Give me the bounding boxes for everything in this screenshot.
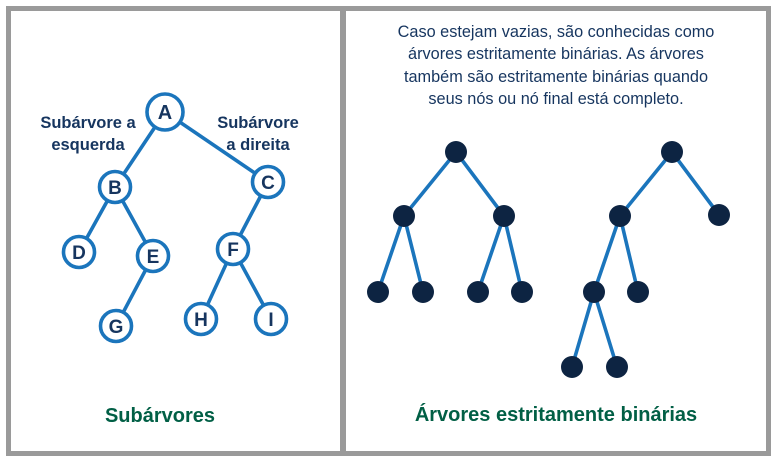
edge bbox=[620, 216, 638, 292]
left-subtree-label-line1: Subárvore a bbox=[40, 114, 136, 132]
tree-node-g bbox=[101, 311, 132, 342]
tree-node-a bbox=[147, 94, 183, 130]
tree-node bbox=[661, 141, 683, 163]
node-label: E bbox=[146, 246, 160, 268]
tree-node-i bbox=[256, 304, 287, 335]
strict-tree-2 bbox=[561, 141, 730, 378]
right-subtree-label bbox=[206, 112, 310, 156]
description-line-2: árvores estritamente binárias. As árvores bbox=[408, 45, 704, 64]
left-subtree-label bbox=[30, 112, 146, 156]
edge bbox=[456, 152, 504, 216]
edge bbox=[672, 152, 719, 215]
tree-node bbox=[708, 204, 730, 226]
tree-node bbox=[393, 205, 415, 227]
tree-node-h bbox=[186, 304, 217, 335]
tree-node bbox=[412, 281, 434, 303]
left-panel-title: Subárvores bbox=[104, 405, 216, 427]
node-label: D bbox=[72, 242, 86, 264]
edge bbox=[478, 216, 504, 292]
tree-node-f bbox=[218, 234, 249, 265]
node-label: I bbox=[268, 309, 274, 331]
right-subtree-label-line2: a direita bbox=[226, 136, 290, 154]
description-line-3: também são estritamente binárias quando bbox=[403, 67, 709, 86]
right-panel-title: Árvores estritamente binárias bbox=[414, 404, 698, 426]
subtrees-diagram bbox=[11, 11, 341, 451]
tree-node bbox=[583, 281, 605, 303]
tree-node bbox=[445, 141, 467, 163]
edge bbox=[572, 292, 594, 367]
node-label: B bbox=[108, 177, 122, 199]
edge bbox=[378, 216, 404, 292]
tree-node bbox=[467, 281, 489, 303]
tree-node bbox=[627, 281, 649, 303]
node-label: F bbox=[227, 239, 239, 261]
edge bbox=[504, 216, 522, 292]
right-subtree-label-line1: Subárvore bbox=[217, 114, 299, 132]
node-label: H bbox=[194, 309, 208, 331]
edge bbox=[404, 216, 423, 292]
node-label: G bbox=[108, 316, 124, 338]
tree-node bbox=[606, 356, 628, 378]
tree-node-c bbox=[253, 167, 284, 198]
edge bbox=[620, 152, 672, 216]
tree-node bbox=[561, 356, 583, 378]
description-line-1: Caso estejam vazias, são conhecidas como bbox=[397, 23, 715, 41]
tree-node bbox=[511, 281, 533, 303]
tree-node bbox=[609, 205, 631, 227]
tree-node-e bbox=[138, 241, 169, 272]
tree-node-b bbox=[100, 172, 131, 203]
edge bbox=[594, 292, 617, 367]
strict-binary-trees-diagram bbox=[346, 11, 766, 451]
tree-node bbox=[367, 281, 389, 303]
edge bbox=[594, 216, 620, 292]
node-label: C bbox=[261, 172, 275, 194]
strict-tree-1 bbox=[367, 141, 533, 303]
description-line-4: seus nós ou nó final está completo. bbox=[428, 90, 684, 109]
tree-node-d bbox=[64, 237, 95, 268]
left-subtree-label-line2: esquerda bbox=[51, 136, 125, 154]
edge bbox=[404, 152, 456, 216]
node-label: A bbox=[157, 102, 173, 125]
tree-node bbox=[493, 205, 515, 227]
